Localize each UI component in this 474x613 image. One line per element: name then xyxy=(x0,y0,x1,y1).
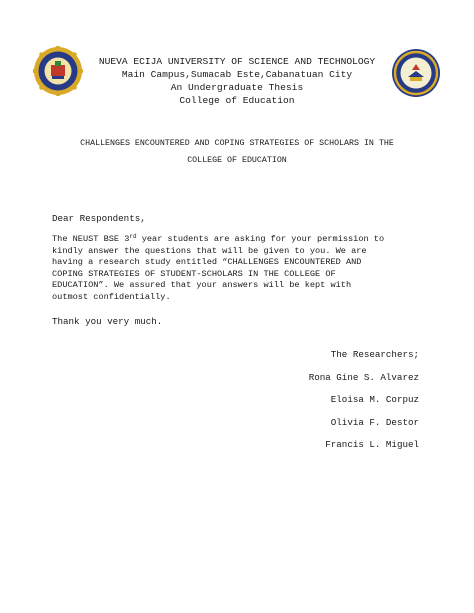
title-line-1: CHALLENGES ENCOUNTERED AND COPING STRATEGIES OF SCHOLARS IN THE xyxy=(80,139,394,148)
body-line-1 xyxy=(52,234,432,246)
university-name: NUEVA ECIJA UNIVERSITY OF SCIENCE AND TECHNOLOGY xyxy=(98,56,376,67)
researchers-heading: The Researchers; xyxy=(330,349,419,360)
salutation: Dear Respondents, xyxy=(52,213,146,224)
letterhead xyxy=(80,55,394,107)
body-line-2: kindly answer the questions that will be given to you. We are xyxy=(52,245,367,256)
researcher-name: Eloisa M. Corpuz xyxy=(330,394,419,405)
researcher-name: Francis L. Miguel xyxy=(325,439,419,450)
signatories xyxy=(309,349,419,462)
ordinal-suffix: rd xyxy=(129,233,137,240)
body-line-4: COPING STRATEGIES OF STUDENT-SCHOLARS IN THE COLLEGE OF xyxy=(52,268,336,279)
body-line-1-end: year students are asking for your permission to xyxy=(136,234,385,244)
body-line-1-start: The NEUST BSE 3 xyxy=(52,234,130,244)
body-line-5: EDUCATION”. We assured that your answers will be kept with xyxy=(52,280,352,291)
closing-line: Thank you very much. xyxy=(52,316,163,327)
document-title xyxy=(36,135,438,169)
title-line-2: COLLEGE OF EDUCATION xyxy=(187,156,287,165)
letter-body xyxy=(52,234,432,304)
university-seal-icon xyxy=(33,46,83,96)
researcher-name: Rona Gine S. Alvarez xyxy=(308,371,419,383)
researcher-name: Olivia F. Destor xyxy=(330,416,419,428)
college-seal-icon xyxy=(391,48,441,98)
document-type: An Undergraduate Thesis xyxy=(170,82,304,93)
body-line-6: outmost confidentially. xyxy=(52,291,171,302)
campus-address: Main Campus,Sumacab Este,Cabanatuan City xyxy=(121,69,353,80)
body-line-3: having a research study entitled “CHALLENGES ENCOUNTERED AND xyxy=(52,257,362,268)
college-name: College of Education xyxy=(179,95,295,106)
